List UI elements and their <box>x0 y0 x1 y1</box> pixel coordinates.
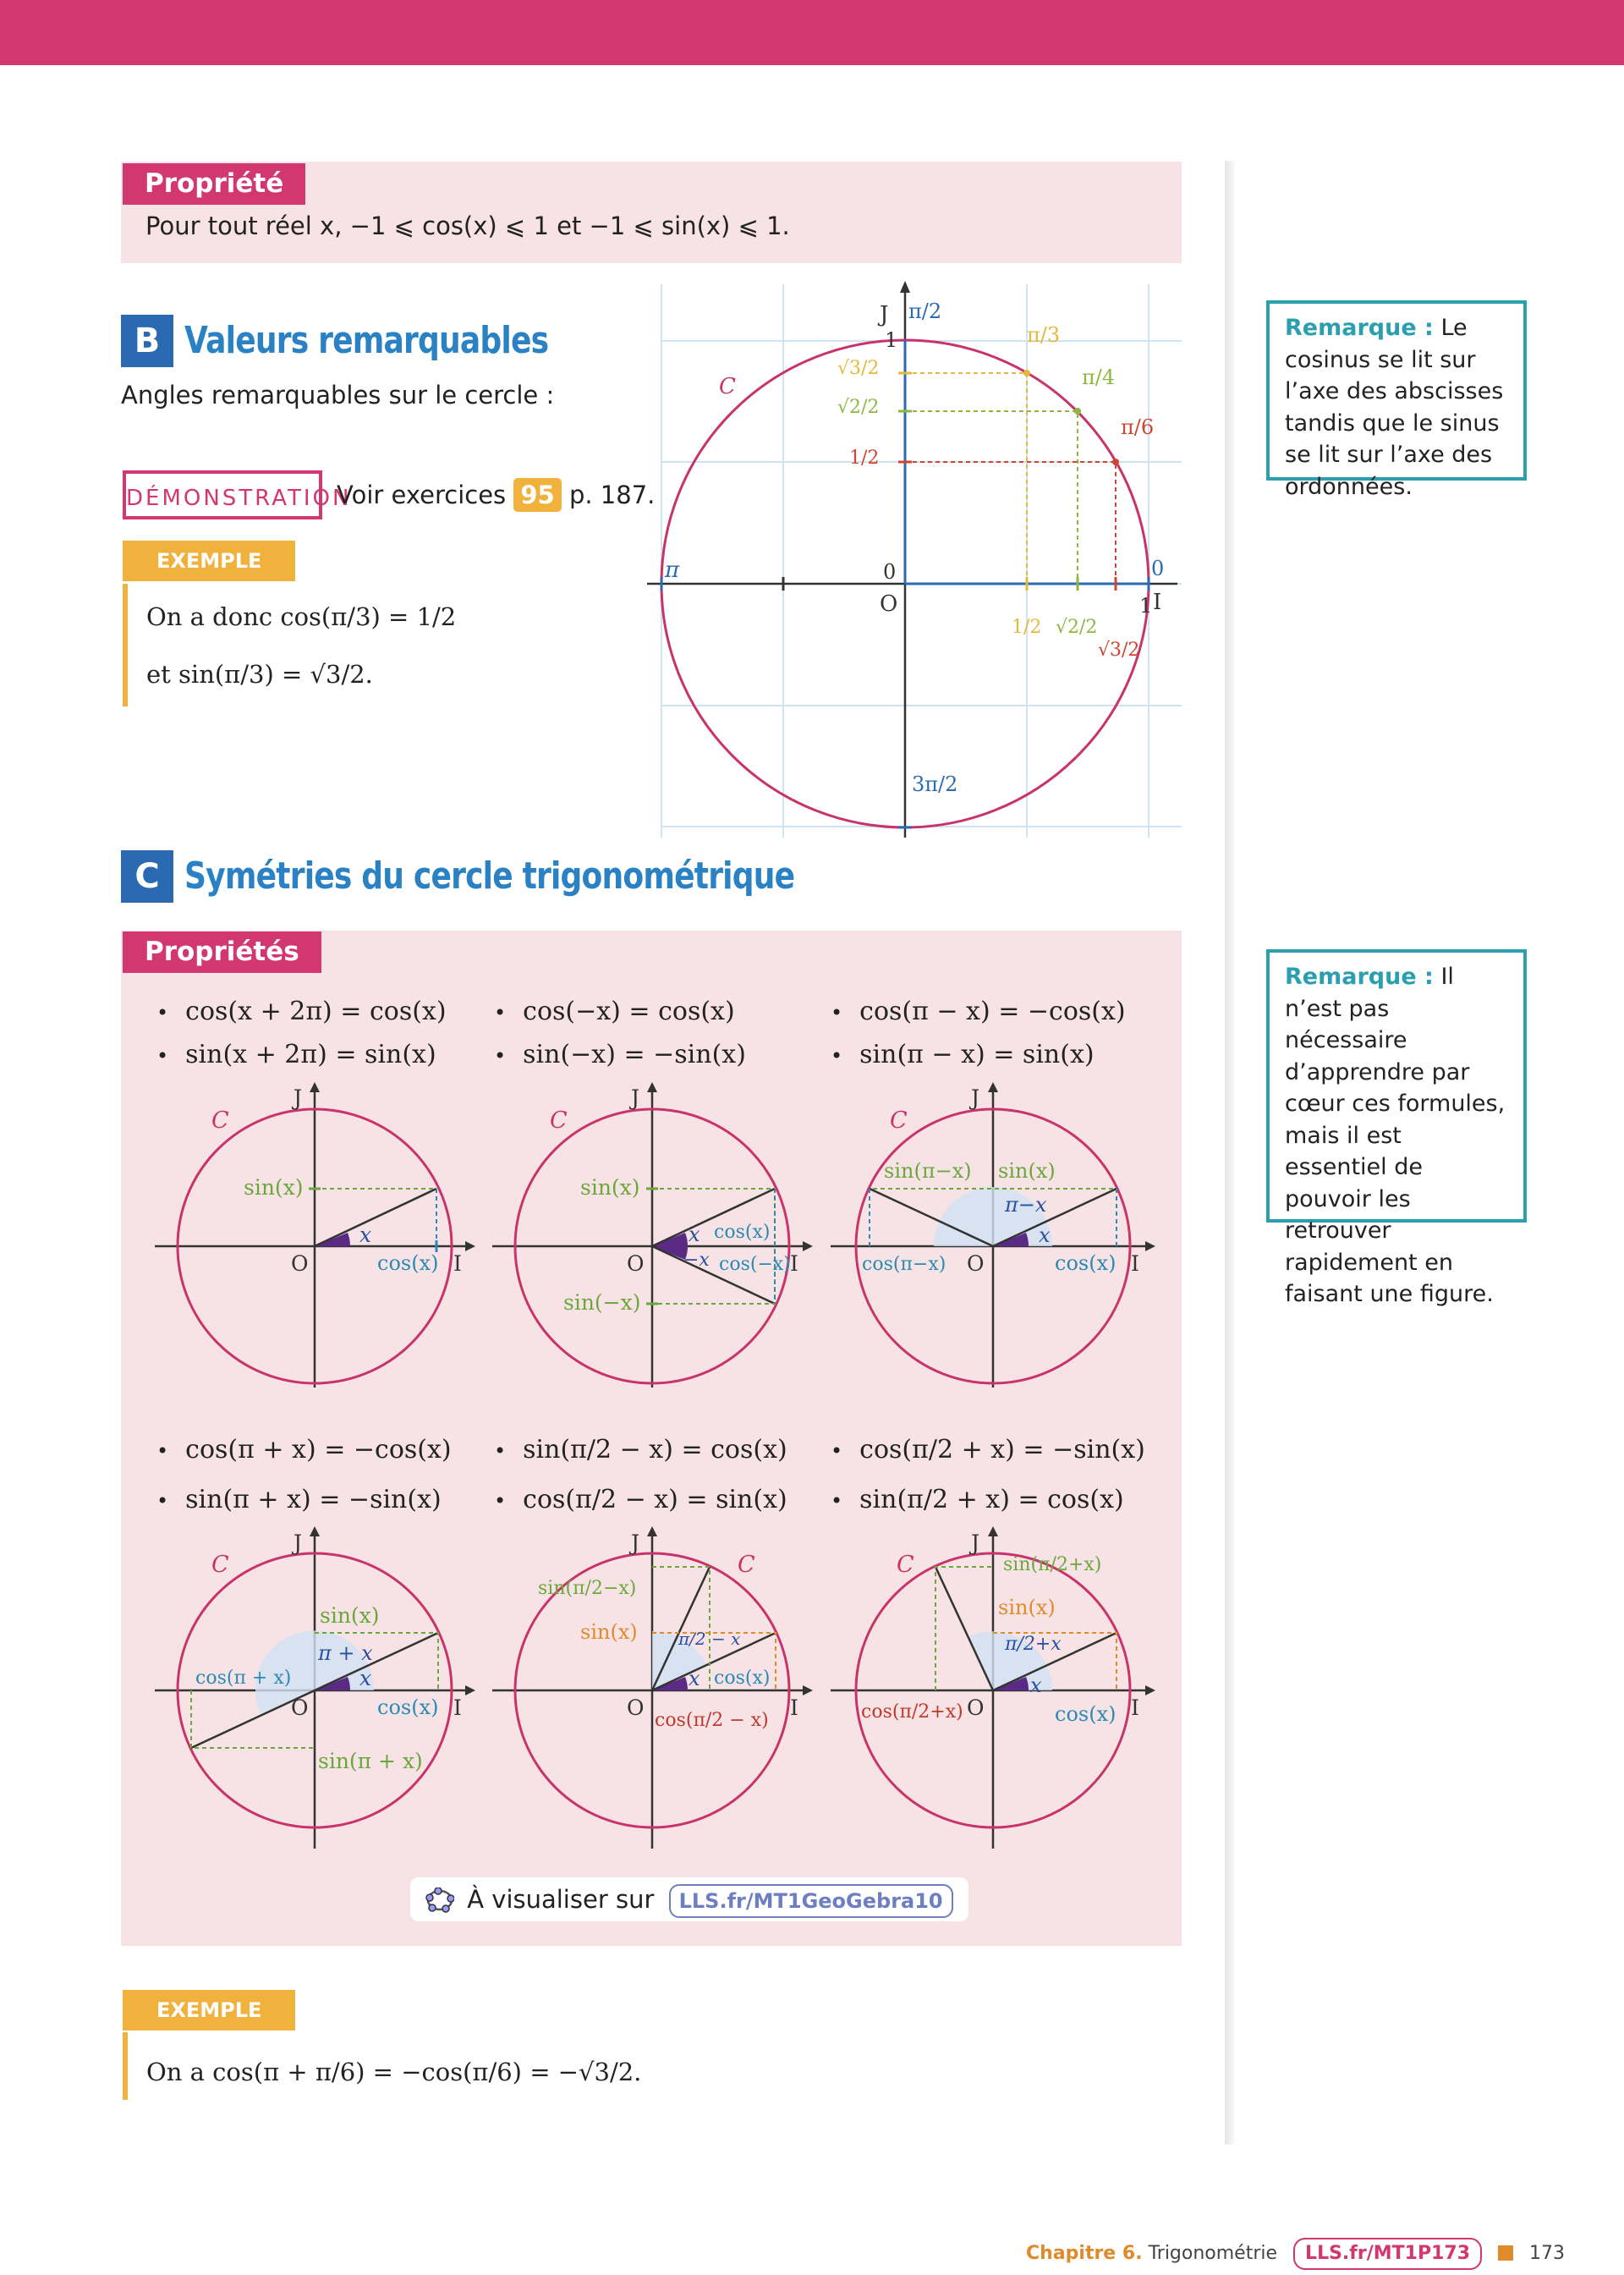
property-tag: Propriété <box>123 163 305 205</box>
geogebra-text: À visualiser sur <box>467 1885 655 1914</box>
c-label: C <box>211 1552 229 1578</box>
angle-pi-over-3: π/3 <box>1027 323 1061 347</box>
i-label: I <box>1131 1251 1139 1276</box>
sin-label: sin(x) <box>580 1175 640 1200</box>
x-sqrt2-over-2: √2/2 <box>1056 617 1098 638</box>
sin1-label: sin(π−x) <box>884 1159 972 1183</box>
formula: • cos(π + x) = −cos(x) <box>156 1426 452 1475</box>
diagram-pi-plus-x <box>148 1523 478 1853</box>
arrow-icon <box>803 1241 813 1251</box>
o-label: O <box>967 1695 985 1720</box>
x-label: x <box>689 1223 700 1246</box>
cos2-label: cos(π/2 − x) <box>655 1710 769 1731</box>
remark-1-text: Le cosinus se lit sur l’axe des abscisses tandis que le sinus se lit sur l’axe des ordonnées. <box>1285 315 1504 500</box>
diagram-pi-over-2-plus-x <box>825 1523 1163 1853</box>
x-label: x <box>359 1223 372 1247</box>
angle-pi: π <box>665 558 680 583</box>
i-label: I <box>1131 1695 1139 1720</box>
one-y-label: 1 <box>885 328 898 352</box>
sin1-label: sin(π/2+x) <box>1003 1554 1102 1575</box>
y-axis-arrow-icon <box>900 281 910 293</box>
angle-label: π−x <box>1005 1193 1047 1217</box>
point-pi-over-4 <box>1074 408 1081 415</box>
footer <box>1026 2238 1565 2270</box>
remark-box-1 <box>1266 300 1527 500</box>
axis-i-label: I <box>1153 590 1162 615</box>
geogebra-icon <box>425 1888 454 1913</box>
formula-group-3 <box>831 991 1126 1077</box>
demo-text: Voir exercices <box>337 481 507 509</box>
arrow-icon <box>310 1526 320 1536</box>
proj-pi-over-6 <box>905 462 1116 584</box>
cos-label: cos(x) <box>377 1251 439 1275</box>
angle-zero: 0 <box>1151 557 1165 580</box>
circle-label: C <box>719 374 736 399</box>
y-half: 1/2 <box>849 448 880 469</box>
arrow-icon <box>1145 1685 1155 1695</box>
angle-pi-over-6: π/6 <box>1121 415 1155 439</box>
formula: • cos(x + 2π) = cos(x) <box>156 991 447 1034</box>
diagram-x-plus-2pi <box>148 1074 478 1396</box>
angle-label: π/2+x <box>1005 1634 1062 1655</box>
cos2-label: cos(x) <box>1055 1251 1116 1275</box>
o-label: O <box>291 1695 309 1720</box>
section-c-title: Symétries du cercle trigonométrique <box>184 854 795 898</box>
cos-minus-label: cos(−x) <box>719 1254 791 1275</box>
formula: • sin(−x) = −sin(x) <box>494 1034 746 1077</box>
formula-group-2 <box>494 991 746 1077</box>
formula: • cos(π/2 + x) = −sin(x) <box>831 1426 1145 1475</box>
j-label: J <box>631 1530 640 1555</box>
formula: • sin(π − x) = sin(x) <box>831 1034 1126 1077</box>
formula-group-6 <box>831 1426 1145 1525</box>
formula: • cos(−x) = cos(x) <box>494 991 746 1034</box>
arrow-icon <box>1145 1241 1155 1251</box>
angle-label: π/2 − x <box>678 1629 741 1649</box>
o-label: O <box>291 1251 309 1276</box>
example-line2: et sin(π/3) = √3/2. <box>146 660 373 689</box>
y-sqrt2-over-2: √2/2 <box>837 397 880 418</box>
proj-pi-over-4 <box>905 411 1078 584</box>
footer-chapter: Chapitre 6. <box>1026 2243 1143 2264</box>
i-label: I <box>453 1695 462 1720</box>
example-box <box>123 584 457 706</box>
section-b-title: Valeurs remarquables <box>184 319 549 362</box>
formula: • sin(π/2 − x) = cos(x) <box>494 1426 787 1475</box>
angle-pi-over-2: π/2 <box>908 299 942 323</box>
formula: • sin(π/2 + x) = cos(x) <box>831 1475 1145 1525</box>
cos1-label: cos(π/2+x) <box>861 1701 963 1723</box>
angle-label: π + x <box>318 1641 373 1665</box>
formula-group-1 <box>156 991 447 1077</box>
remark-2-text: Il n’est pas nécessaire d’apprendre par cœur ces formules, mais il est essentiel de pouvoir les retrouver rapidement en faisant une figure. <box>1285 964 1506 1307</box>
example-2-text: On a cos(π + π/6) = −cos(π/6) = −√3/2. <box>146 2058 642 2086</box>
demonstration-ref <box>337 478 655 512</box>
j-label: J <box>294 1530 303 1555</box>
c-label: C <box>738 1552 755 1578</box>
arrow-icon <box>988 1526 998 1536</box>
footer-title: Trigonométrie <box>1148 2243 1278 2264</box>
i-label: I <box>453 1251 462 1276</box>
exercise-number-badge[interactable]: 95 <box>513 478 561 512</box>
o-label: O <box>627 1695 645 1720</box>
demonstration-label: DÉMONSTRATION <box>123 470 322 519</box>
x-half: 1/2 <box>1012 617 1042 638</box>
angle-3pi-over-2: 3π/2 <box>912 772 958 796</box>
x-label: x <box>689 1667 700 1690</box>
formula: • sin(x + 2π) = sin(x) <box>156 1034 447 1077</box>
arrow-icon <box>647 1526 657 1536</box>
sin2-label: sin(x) <box>998 1596 1056 1619</box>
y-sqrt3-over-2: √3/2 <box>837 358 880 379</box>
footer-square-icon <box>1498 2245 1513 2261</box>
diagram-minus-x <box>486 1074 820 1396</box>
sin-label: sin(x) <box>244 1175 304 1200</box>
demo-page: p. 187. <box>568 481 656 509</box>
c-label: C <box>550 1107 568 1134</box>
cos1-label: cos(x) <box>714 1668 771 1689</box>
origin-label: O <box>880 591 898 617</box>
axis-j-label: J <box>880 302 889 327</box>
sin-minus-label: sin(−x) <box>563 1290 641 1315</box>
formula: • cos(π − x) = −cos(x) <box>831 991 1126 1034</box>
geogebra-url[interactable]: LLS.fr/MT1GeoGebra10 <box>669 1884 953 1918</box>
j-label: J <box>971 1530 980 1555</box>
j-label: J <box>971 1085 980 1110</box>
properties-tag: Propriétés <box>123 931 321 973</box>
section-b-intro: Angles remarquables sur le cercle : <box>121 381 555 409</box>
example-2-box <box>123 2032 642 2100</box>
arrow-icon <box>803 1685 813 1695</box>
sin2-label: sin(x) <box>580 1620 638 1644</box>
example-2-tag: EXEMPLE <box>123 1990 295 2030</box>
formula-group-5 <box>494 1426 787 1525</box>
j-label: J <box>631 1085 640 1110</box>
i-label: I <box>790 1695 798 1720</box>
x-label: x <box>1030 1673 1042 1697</box>
remark-1-label: Remarque : <box>1285 315 1434 341</box>
sin2-label: sin(π + x) <box>318 1749 423 1773</box>
one-x-label: 1 <box>1139 594 1153 618</box>
o-label: O <box>627 1251 645 1276</box>
section-b-letter: B <box>121 315 173 367</box>
diagram-pi-minus-x <box>825 1074 1163 1396</box>
example-line1: On a donc cos(π/3) = 1/2 <box>146 602 457 631</box>
point-pi-over-3 <box>1023 370 1030 376</box>
cos-label: cos(x) <box>714 1222 771 1243</box>
formula: • sin(π + x) = −sin(x) <box>156 1475 452 1525</box>
page-number: 173 <box>1529 2243 1565 2264</box>
c-label: C <box>897 1552 914 1578</box>
arrow-icon <box>465 1685 475 1695</box>
remark-box-2 <box>1266 949 1527 1307</box>
sin-label: sin(x) <box>320 1603 380 1628</box>
cos2-label: cos(x) <box>377 1695 439 1719</box>
cos2-label: cos(x) <box>1055 1702 1116 1726</box>
x-label: x <box>359 1666 372 1690</box>
formula-group-4 <box>156 1426 452 1525</box>
cos1-label: cos(π + x) <box>195 1668 292 1689</box>
top-color-bar <box>0 0 1624 65</box>
o-label: O <box>967 1251 985 1276</box>
arrow-icon <box>310 1082 320 1092</box>
minus-x-label: −x <box>683 1250 710 1271</box>
sin2-label: sin(x) <box>998 1159 1056 1183</box>
x-label: x <box>1039 1223 1051 1247</box>
point-pi-over-6 <box>1112 459 1119 465</box>
x-sqrt3-over-2: √3/2 <box>1098 640 1140 661</box>
angle-pi-over-4: π/4 <box>1082 365 1116 389</box>
arrow-icon <box>988 1082 998 1092</box>
c-label: C <box>890 1107 908 1134</box>
diagram-pi-over-2-minus-x <box>486 1523 820 1853</box>
j-label: J <box>294 1085 303 1110</box>
formula: • cos(π/2 − x) = sin(x) <box>494 1475 787 1525</box>
proj-pi-over-3 <box>905 373 1027 584</box>
arrow-icon <box>647 1082 657 1092</box>
remark-2-label: Remarque : <box>1285 964 1434 990</box>
section-c-letter: C <box>121 850 173 903</box>
example-tag: EXEMPLE <box>123 541 295 581</box>
geogebra-link[interactable] <box>410 1877 968 1921</box>
zero-y-label: 0 <box>883 560 897 584</box>
sin1-label: sin(π/2−x) <box>538 1578 637 1599</box>
cos1-label: cos(π−x) <box>862 1254 946 1275</box>
page-edge-shadow <box>1225 161 1235 2145</box>
arrow-icon <box>465 1241 475 1251</box>
c-label: C <box>211 1107 229 1134</box>
footer-link[interactable]: LLS.fr/MT1P173 <box>1293 2238 1482 2270</box>
i-label: I <box>790 1251 798 1276</box>
property-text: Pour tout réel x, −1 ⩽ cos(x) ⩽ 1 et −1 ⩽ sin(x) ⩽ 1. <box>145 212 790 240</box>
unit-circle-figure <box>643 279 1184 846</box>
